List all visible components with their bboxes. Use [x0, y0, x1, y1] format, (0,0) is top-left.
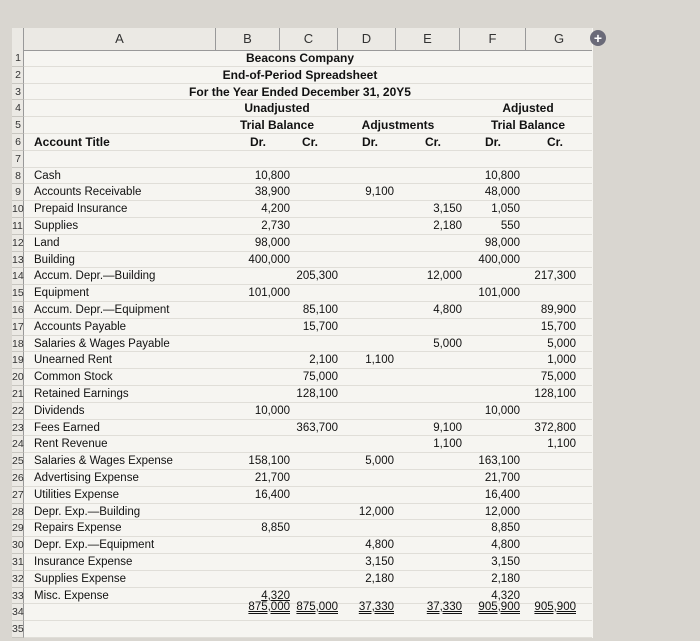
- amount-tdr[interactable]: 12,000: [484, 505, 520, 518]
- row-number[interactable]: 28: [12, 504, 24, 521]
- row-number[interactable]: 12: [12, 235, 24, 252]
- account-title[interactable]: Advertising Expense: [34, 472, 139, 484]
- column-header-b[interactable]: B: [216, 28, 280, 50]
- column-header-f[interactable]: F: [460, 28, 526, 50]
- row-number[interactable]: 25: [12, 453, 24, 470]
- unadjusted-label[interactable]: Unadjusted: [244, 101, 310, 116]
- account-title[interactable]: Land: [34, 236, 60, 249]
- amount-bdr[interactable]: 98,000: [254, 236, 290, 249]
- amount-bcr[interactable]: 205,300: [296, 270, 338, 283]
- account-title[interactable]: Utilities Expense: [34, 488, 120, 501]
- row-number[interactable]: 13: [12, 252, 24, 269]
- account-title[interactable]: Accounts Payable: [34, 320, 127, 333]
- amount-tdr[interactable]: 1,050: [491, 203, 520, 216]
- total-acr[interactable]: 37,330: [426, 600, 462, 613]
- adjustments-label[interactable]: Adjustments: [361, 118, 435, 133]
- amount-tdr[interactable]: 48,000: [484, 186, 520, 199]
- amount-tcr[interactable]: 5,000: [547, 337, 576, 350]
- row-number[interactable]: 2: [12, 67, 24, 84]
- amount-acr[interactable]: 1,100: [433, 438, 462, 451]
- column-header-d[interactable]: D: [338, 28, 396, 50]
- account-title[interactable]: Misc. Expense: [34, 589, 109, 602]
- amount-acr[interactable]: 5,000: [433, 337, 462, 350]
- total-adr[interactable]: 37,330: [358, 600, 394, 613]
- row-number[interactable]: 16: [12, 302, 24, 319]
- amount-tdr[interactable]: 400,000: [478, 253, 520, 266]
- row-number[interactable]: 6: [12, 134, 24, 151]
- period-title[interactable]: For the Year Ended December 31, 20Y5: [189, 84, 411, 99]
- account-title-header[interactable]: Account Title: [34, 135, 110, 149]
- account-title[interactable]: Fees Earned: [34, 421, 100, 434]
- row-number[interactable]: 11: [12, 218, 24, 235]
- sheet-row: [24, 151, 592, 168]
- amount-bcr[interactable]: 2,100: [309, 354, 338, 367]
- amount-tdr[interactable]: 16,400: [484, 488, 520, 501]
- account-title[interactable]: Rent Revenue: [34, 438, 108, 451]
- account-title[interactable]: Accum. Depr.—Equipment: [34, 304, 170, 316]
- amount-tdr[interactable]: 101,000: [478, 287, 520, 300]
- amount-adr[interactable]: 9,100: [365, 186, 394, 199]
- amount-acr[interactable]: 2,180: [433, 220, 462, 232]
- account-title[interactable]: Dividends: [34, 404, 85, 417]
- add-column-button[interactable]: +: [590, 30, 606, 46]
- amount-adr[interactable]: 4,800: [365, 539, 394, 552]
- amount-bdr[interactable]: 2,730: [261, 220, 290, 232]
- row-number[interactable]: 8: [12, 168, 24, 185]
- account-title[interactable]: Accum. Depr.—Building: [34, 270, 156, 283]
- amount-bcr[interactable]: 363,700: [296, 421, 338, 434]
- row-number[interactable]: 20: [12, 369, 24, 386]
- trial-balance-label[interactable]: Trial Balance: [239, 118, 315, 133]
- account-title[interactable]: Equipment: [34, 287, 89, 300]
- amount-adr[interactable]: 2,180: [365, 572, 394, 585]
- amount-bcr[interactable]: 75,000: [302, 371, 338, 384]
- amount-tcr[interactable]: 15,700: [540, 320, 576, 333]
- row-number[interactable]: 14: [12, 268, 24, 285]
- amount-tdr[interactable]: 4,800: [491, 539, 520, 552]
- amount-adr[interactable]: 3,150: [365, 556, 394, 568]
- account-title[interactable]: Accounts Receivable: [34, 186, 142, 199]
- row-number[interactable]: 35: [12, 621, 24, 638]
- column-header-g[interactable]: G: [553, 31, 565, 46]
- account-title[interactable]: Cash: [34, 169, 61, 182]
- atb-cr-header[interactable]: Cr.: [546, 135, 563, 149]
- amount-bdr[interactable]: 4,200: [261, 203, 290, 216]
- amount-tcr[interactable]: 128,100: [534, 388, 576, 400]
- account-title[interactable]: Unearned Rent: [34, 354, 112, 367]
- row-number[interactable]: 31: [12, 554, 24, 571]
- row-number[interactable]: 30: [12, 537, 24, 554]
- adjusted-label[interactable]: Adjusted: [502, 101, 554, 116]
- total-bcr[interactable]: 875,000: [296, 600, 338, 613]
- sheet-row: [24, 436, 592, 453]
- corner-cell[interactable]: [12, 28, 24, 50]
- sheet-row: [24, 621, 592, 638]
- amount-tcr[interactable]: 1,000: [547, 354, 576, 367]
- adj-dr-header[interactable]: Dr.: [361, 135, 378, 149]
- amount-bdr[interactable]: 10,000: [254, 404, 290, 417]
- total-bdr[interactable]: 875,000: [248, 600, 290, 613]
- amount-tcr[interactable]: 1,100: [547, 438, 576, 451]
- row-number[interactable]: 19: [12, 352, 24, 369]
- adjusted-trial-balance-label[interactable]: Trial Balance: [490, 118, 566, 133]
- amount-tcr[interactable]: 89,900: [540, 304, 576, 316]
- amount-tdr[interactable]: 10,800: [484, 169, 520, 182]
- amount-bdr[interactable]: 101,000: [248, 287, 290, 300]
- row-number[interactable]: 29: [12, 520, 24, 537]
- row-number[interactable]: 22: [12, 403, 24, 420]
- amount-tdr[interactable]: 21,700: [484, 472, 520, 484]
- row-number[interactable]: 3: [12, 84, 24, 101]
- account-title[interactable]: Supplies: [34, 220, 79, 232]
- row-number[interactable]: 5: [12, 117, 24, 134]
- total-tdr[interactable]: 905,900: [478, 600, 520, 613]
- row-number[interactable]: 32: [12, 571, 24, 588]
- amount-bdr[interactable]: 4,320: [261, 589, 290, 602]
- account-title[interactable]: Depr. Exp.—Equipment: [34, 539, 155, 552]
- amount-tcr[interactable]: 217,300: [534, 270, 576, 283]
- row-number[interactable]: 1: [12, 50, 24, 67]
- row-number[interactable]: 7: [12, 151, 24, 168]
- account-title[interactable]: Prepaid Insurance: [34, 203, 128, 216]
- unadj-dr-header[interactable]: Dr.: [249, 135, 266, 149]
- amount-bdr[interactable]: 158,100: [248, 455, 290, 468]
- amount-adr[interactable]: 5,000: [365, 455, 394, 468]
- row-number[interactable]: 15: [12, 285, 24, 302]
- row-number[interactable]: 10: [12, 201, 24, 218]
- row-number[interactable]: 34: [12, 604, 24, 621]
- account-title[interactable]: Building: [34, 253, 75, 266]
- amount-bcr[interactable]: 15,700: [302, 320, 338, 333]
- account-title[interactable]: Common Stock: [34, 371, 113, 384]
- amount-bdr[interactable]: 10,800: [254, 169, 290, 182]
- amount-tcr[interactable]: 372,800: [534, 421, 576, 434]
- account-title[interactable]: Depr. Exp.—Building: [34, 505, 141, 518]
- amount-tdr[interactable]: 550: [500, 220, 520, 232]
- amount-tdr[interactable]: 98,000: [484, 236, 520, 249]
- row-number[interactable]: 27: [12, 487, 24, 504]
- column-header-c[interactable]: C: [280, 28, 338, 50]
- account-title[interactable]: Insurance Expense: [34, 556, 133, 568]
- amount-acr[interactable]: 12,000: [426, 270, 462, 283]
- row-number[interactable]: 26: [12, 470, 24, 487]
- amount-acr[interactable]: 9,100: [433, 421, 462, 434]
- account-title[interactable]: Retained Earnings: [34, 388, 129, 400]
- amount-adr[interactable]: 1,100: [365, 354, 394, 367]
- row-number[interactable]: 18: [12, 336, 24, 353]
- amount-tdr[interactable]: 2,180: [491, 572, 520, 585]
- amount-tdr[interactable]: 163,100: [478, 455, 520, 468]
- amount-bdr[interactable]: 21,700: [254, 472, 290, 484]
- amount-bdr[interactable]: 400,000: [248, 253, 290, 266]
- amount-bdr[interactable]: 8,850: [261, 522, 290, 535]
- row-number[interactable]: 4: [12, 100, 24, 117]
- amount-bcr[interactable]: 85,100: [302, 304, 338, 316]
- amount-bdr[interactable]: 38,900: [254, 186, 290, 199]
- unadj-cr-header[interactable]: Cr.: [301, 135, 318, 149]
- row-number[interactable]: 17: [12, 319, 24, 336]
- account-title[interactable]: Supplies Expense: [34, 572, 127, 585]
- account-title[interactable]: Salaries & Wages Payable: [34, 337, 170, 350]
- amount-tdr[interactable]: 3,150: [491, 556, 520, 568]
- row-number[interactable]: 23: [12, 420, 24, 437]
- amount-tdr[interactable]: 4,320: [491, 589, 520, 602]
- amount-tcr[interactable]: 75,000: [540, 371, 576, 384]
- amount-tdr[interactable]: 8,850: [491, 522, 520, 535]
- account-title[interactable]: Repairs Expense: [34, 522, 122, 535]
- company-name[interactable]: Beacons Company: [245, 51, 355, 65]
- total-tcr[interactable]: 905,900: [534, 600, 576, 613]
- account-title[interactable]: Salaries & Wages Expense: [34, 455, 173, 468]
- amount-bdr[interactable]: 16,400: [254, 488, 290, 501]
- sheet-title[interactable]: End-of-Period Spreadsheet: [222, 67, 378, 82]
- column-header-bar: [12, 28, 592, 51]
- amount-acr[interactable]: 4,800: [433, 304, 462, 316]
- amount-adr[interactable]: 12,000: [358, 505, 394, 518]
- row-number[interactable]: 24: [12, 436, 24, 453]
- row-number[interactable]: 21: [12, 386, 24, 403]
- column-header-e[interactable]: E: [396, 28, 460, 50]
- row-number[interactable]: 33: [12, 588, 24, 605]
- atb-dr-header[interactable]: Dr.: [484, 135, 501, 149]
- amount-tdr[interactable]: 10,000: [484, 404, 520, 417]
- amount-acr[interactable]: 3,150: [433, 203, 462, 216]
- adj-cr-header[interactable]: Cr.: [424, 135, 441, 149]
- amount-bcr[interactable]: 128,100: [296, 388, 338, 400]
- column-header-a[interactable]: A: [24, 28, 216, 50]
- row-number[interactable]: 9: [12, 184, 24, 201]
